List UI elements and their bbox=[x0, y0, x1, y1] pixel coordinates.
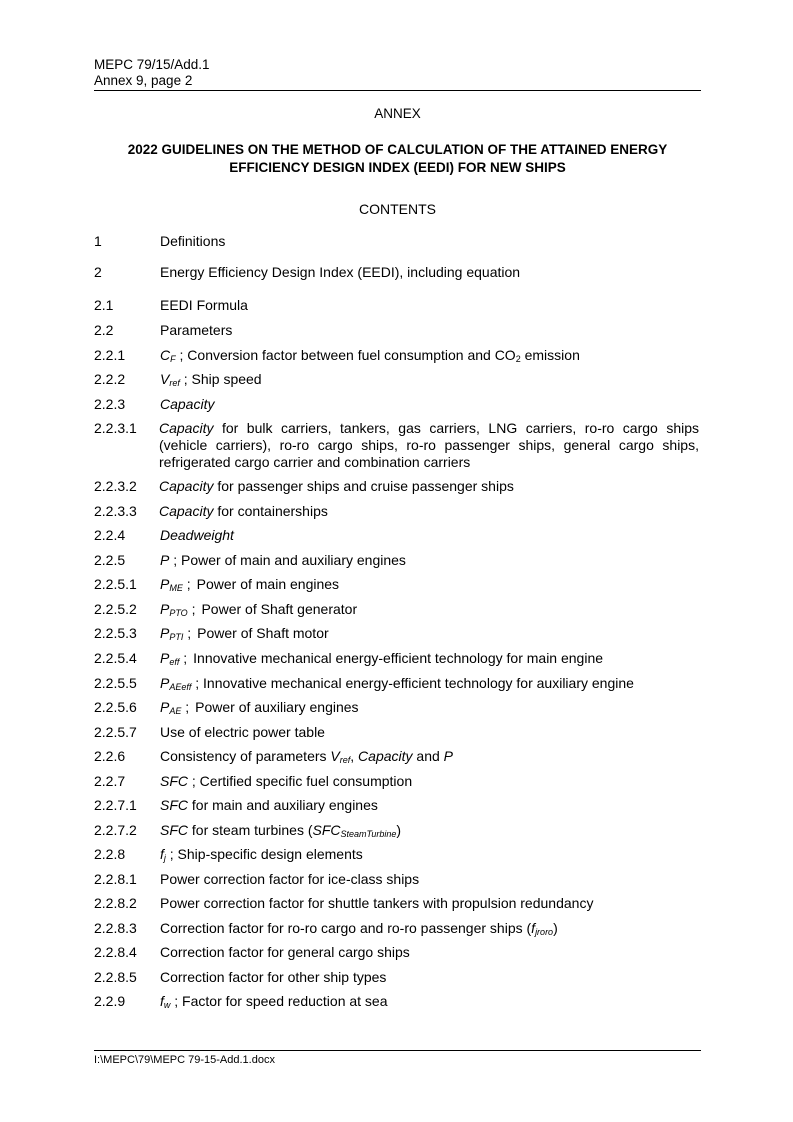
toc-text: $P_{ME}$ ; Power of main engines bbox=[160, 576, 340, 593]
contents-heading: CONTENTS bbox=[359, 201, 436, 217]
toc-number: 2.2.3.2 bbox=[94, 478, 137, 494]
toc-number: 2.2.8.5 bbox=[94, 969, 137, 985]
toc-text: Capacity bbox=[160, 396, 215, 412]
toc-number: 2.2.3.1 bbox=[94, 420, 137, 436]
toc-number: 2.2.5.2 bbox=[94, 601, 137, 617]
toc-number: 2.2.5.7 bbox=[94, 724, 137, 740]
toc-text: Correction factor for general cargo ships bbox=[160, 944, 410, 960]
toc-number: 2.2.3 bbox=[94, 396, 126, 412]
toc-text: EEDI Formula bbox=[160, 297, 248, 313]
toc-text: $P_{AEeff}$ ; Innovative mechanical energy-efficient technology for auxiliary engine bbox=[160, 675, 634, 692]
toc-text: $C_F$ ; Conversion factor between fuel consumption and $CO_2$ emission bbox=[160, 347, 580, 364]
page-footer bbox=[94, 1050, 701, 1066]
page-reference: Annex 9, page 2 bbox=[94, 73, 193, 88]
toc-number: 2.2.8.4 bbox=[94, 944, 137, 960]
file-path: I:\MEPC\79\MEPC 79-15-Add.1.docx bbox=[94, 1054, 275, 1066]
toc-text: $f_j$ ; Ship-specific design elements bbox=[160, 846, 363, 863]
toc-text: Consistency of parameters $V_{ref}$, Capacity and P bbox=[160, 748, 453, 765]
toc-number: 2.2.7 bbox=[94, 773, 126, 789]
toc-number: 2.2.5.4 bbox=[94, 650, 137, 666]
toc-number: 2.2.4 bbox=[94, 527, 126, 543]
toc-number: 2.2.8.2 bbox=[94, 895, 137, 911]
toc-text: Power correction factor for shuttle tankers with propulsion redundancy bbox=[160, 895, 594, 911]
toc-text: Use of electric power table bbox=[160, 724, 325, 740]
toc-number: 2.2.6 bbox=[94, 748, 126, 764]
document-reference: MEPC 79/15/Add.1 bbox=[94, 57, 210, 72]
toc-number: 2.2.5.5 bbox=[94, 675, 137, 691]
toc-number: 1 bbox=[94, 233, 102, 249]
toc-number: 2.1 bbox=[94, 297, 114, 313]
toc-number: 2.2.2 bbox=[94, 371, 126, 387]
toc-text: $f_w$ ; Factor for speed reduction at sea bbox=[160, 993, 388, 1010]
toc-text: $P_{eff}$ ; Innovative mechanical energy-efficient technology for main engine bbox=[160, 650, 604, 667]
toc-text: Parameters bbox=[160, 322, 233, 338]
title-line-2: EFFICIENCY DESIGN INDEX (EEDI) FOR NEW SHIPS bbox=[229, 160, 566, 175]
toc-text: Capacity for bulk carriers, tankers, gas carriers, LNG carriers, ro-ro cargo ships (vehicle carriers), ro-ro cargo ships, ro-ro passenger ships, general cargo ships, refrigerated cargo carrier and combination carriers bbox=[159, 420, 699, 470]
toc-number: 2 bbox=[94, 264, 102, 280]
toc-text: SFC ; Certified specific fuel consumption bbox=[160, 773, 413, 789]
toc-number: 2.2.8 bbox=[94, 846, 126, 862]
toc-number: 2.2.7.1 bbox=[94, 797, 137, 813]
toc-number: 2.2.5.3 bbox=[94, 625, 137, 641]
toc-text: $P_{PTO}$ ; Power of Shaft generator bbox=[160, 601, 358, 618]
toc-number: 2.2.8.3 bbox=[94, 920, 137, 936]
toc-text: Correction factor for other ship types bbox=[160, 969, 387, 985]
document-title bbox=[94, 141, 701, 177]
toc-text: Capacity for passenger ships and cruise passenger ships bbox=[159, 478, 514, 494]
toc-text: P ; Power of main and auxiliary engines bbox=[160, 552, 406, 568]
toc-text: Energy Efficiency Design Index (EEDI), including equation bbox=[160, 264, 521, 280]
toc-number: 2.2.5 bbox=[94, 552, 126, 568]
toc-text: Correction factor for ro-ro cargo and ro-ro passenger ships $(f_{jroro})$ bbox=[160, 920, 558, 937]
toc-text: SFC for steam turbines $(SFC_{SteamTurbine})$ bbox=[160, 822, 402, 839]
toc-number: 2.2 bbox=[94, 322, 114, 338]
toc-number: 2.2.9 bbox=[94, 993, 126, 1009]
toc-number: 2.2.5.1 bbox=[94, 576, 137, 592]
page-header bbox=[94, 57, 701, 91]
toc-text: Deadweight bbox=[160, 527, 234, 543]
toc-number: 2.2.5.6 bbox=[94, 699, 137, 715]
annex-label: ANNEX bbox=[374, 106, 421, 121]
toc-text: Definitions bbox=[160, 233, 226, 249]
toc-number: 2.2.7.2 bbox=[94, 822, 137, 838]
toc-text: SFC for main and auxiliary engines bbox=[160, 797, 378, 813]
toc-text: $P_{PTI}$ ; Power of Shaft motor bbox=[160, 625, 329, 642]
title-line-1: 2022 GUIDELINES ON THE METHOD OF CALCULATION OF THE ATTAINED ENERGY bbox=[127, 142, 668, 157]
toc-number: 2.2.1 bbox=[94, 347, 126, 363]
toc-text: $V_{ref}$ ; Ship speed bbox=[160, 371, 262, 388]
toc-number: 2.2.3.3 bbox=[94, 503, 137, 519]
toc-text: Capacity for containerships bbox=[159, 503, 328, 519]
toc-text: $P_{AE}$ ; Power of auxiliary engines bbox=[160, 699, 359, 716]
toc-text: Power correction factor for ice-class ships bbox=[160, 871, 420, 887]
toc-number: 2.2.8.1 bbox=[94, 871, 137, 887]
